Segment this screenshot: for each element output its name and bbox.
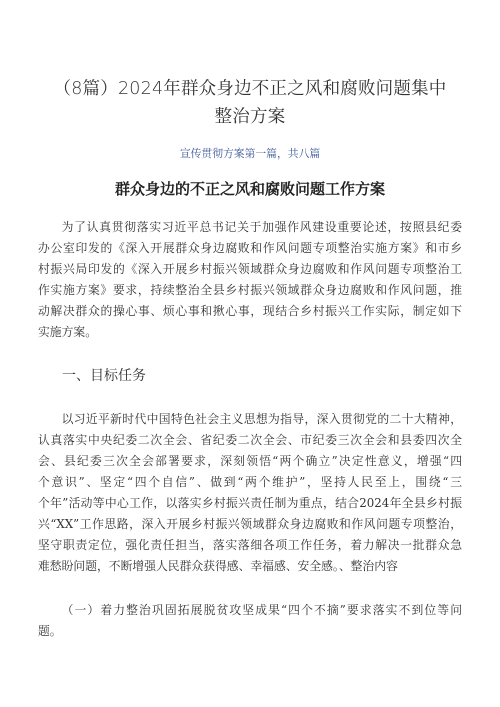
document-title [0,75,500,131]
document-title-line-2: 整治方案 [214,107,286,127]
paragraph-line: 难愁盼问题，不断增强人民群众获得感、幸福感、安全感。、整治内容 [38,558,398,573]
paragraph-line: 个意识”、坚定“四个自信”、做到“两个维护”，坚持人民至上，围绕“三 [38,474,462,489]
plan-heading: 群众身边的不正之风和腐败问题工作方案 [114,180,385,198]
section-heading-targets: 一、目标任务 [62,367,146,384]
paragraph-line: 以习近平新时代中国特色社会主义思想为指导，深入贯彻党的二十大精神， [61,411,462,426]
paragraph-line: （一）着力整治巩固拓展脱贫攻坚成果“四个不摘”要求落实不到位等问 [61,602,462,617]
paragraph-line: 认真落实中央纪委二次全会、省纪委二次全会、市纪委三次全会和县委四次全 [38,432,462,447]
paragraph-line: 会、县纪委三次全会部署要求，深刻领悟“两个确立”决定性意义，增强“四 [38,453,462,468]
paragraph-line: 作实施方案》要求，持续整治全县乡村振兴领域群众身边腐败和作风问题，推 [38,282,462,297]
paragraph-line: 办公室印发的《深入开展群众身边腐败和作风问题专项整治实施方案》和市乡 [38,240,462,255]
paragraph-line: 坚守职责定位，强化责任担当，落实落细各项工作任务，着力解决一批群众急 [38,537,462,552]
paragraph-line: 实施方案。 [38,324,97,339]
paragraph-line: 村振兴局印发的《深入开展乡村振兴领域群众身边腐败和作风问题专项整治工 [38,261,462,276]
document-title-line-1: （8篇）2024年群众身边不正之风和腐败问题集中 [53,79,447,99]
item-1-paragraph [38,600,462,642]
paragraph-line: 为了认真贯彻落实习近平总书记关于加强作风建设重要论述，按照县纪委 [61,219,462,234]
paragraph-line: 兴“XX”工作思路，深入开展乡村振兴领域群众身边腐败和作风问题专项整治， [38,516,462,531]
document-subtitle: 宣传贯彻方案第一篇，共八篇 [179,147,321,160]
paragraph-line: 个年”活动等中心工作，以落实乡村振兴责任制为重点，结合2024年全县乡村振 [38,495,462,510]
targets-paragraph [38,409,462,577]
paragraph-line: 动解决群众的操心事、烦心事和揪心事，现结合乡村振兴工作实际，制定如下 [38,303,462,318]
intro-paragraph [38,217,462,343]
paragraph-line: 题。 [38,623,62,638]
